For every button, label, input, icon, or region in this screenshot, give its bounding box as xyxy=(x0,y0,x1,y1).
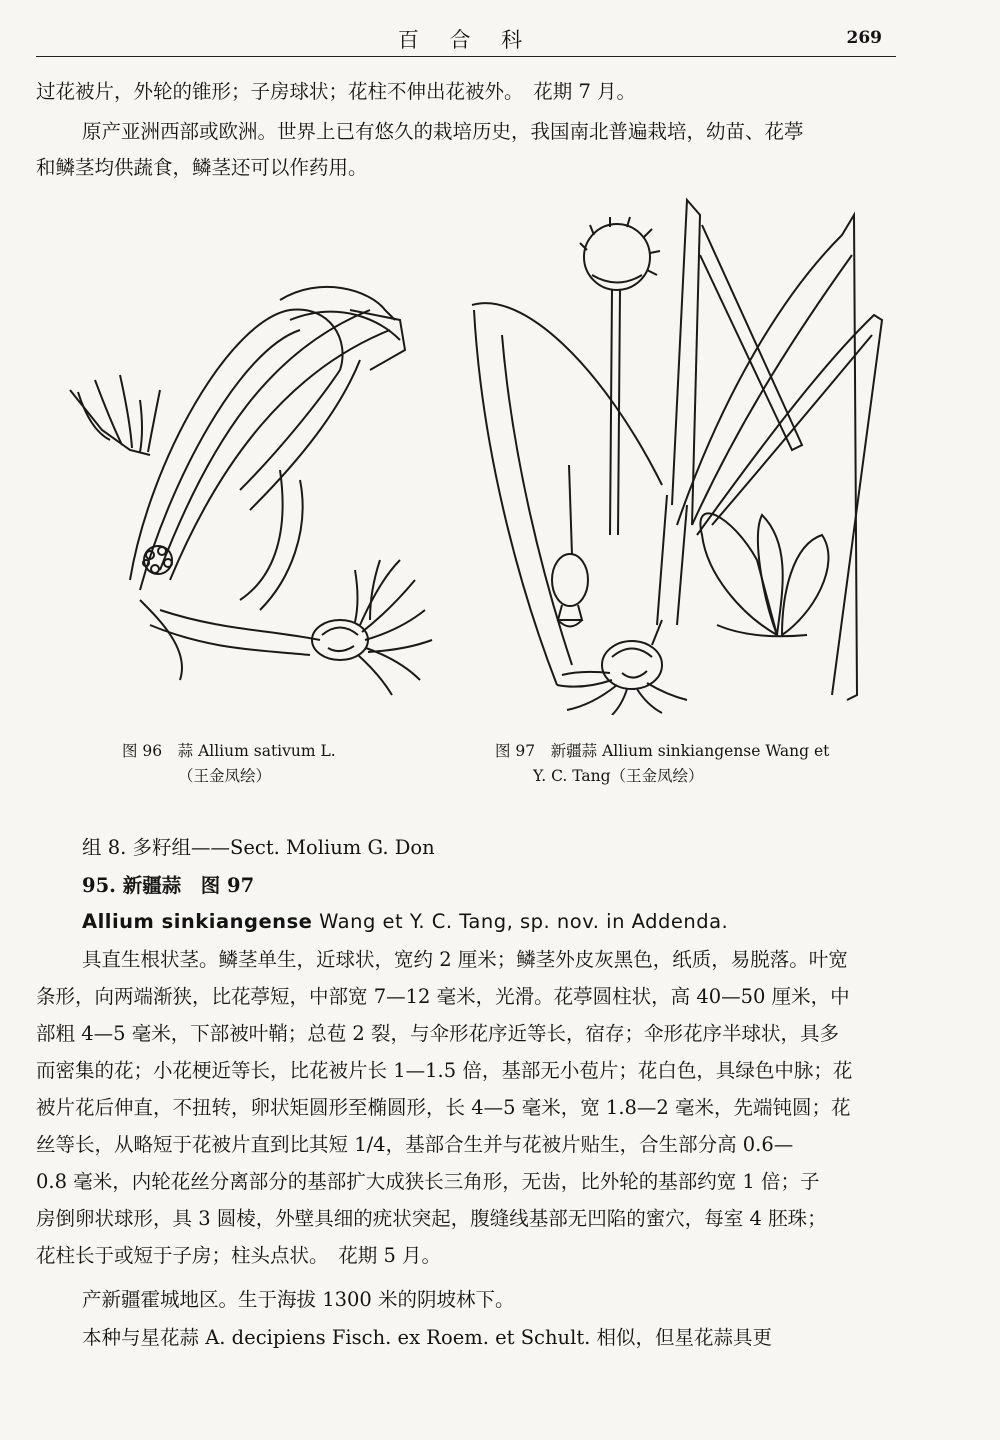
paragraph-origin-line2: 和鳞茎均供蔬食，鳞茎还可以作药用。 xyxy=(36,156,368,179)
comparison-paragraph: 本种与星花蒜 A. decipiens Fisch. ex Roem. et Schult. 相似，但星花蒜具更 xyxy=(82,1326,773,1349)
description-line: 条形，向两端渐狭，比花葶短，中部宽 7—12 毫米，光滑。花葶圆柱状，高 40—50 厘米，中 xyxy=(36,985,850,1008)
figure-96-illustration xyxy=(40,280,440,700)
figure-97-caption: 图 97 新疆蒜 Allium sinkiangense Wang et xyxy=(495,742,830,760)
description-line: 房倒卵状球形，具 3 圆棱，外壁具细的疣状突起，腹缝线基部无凹陷的蜜穴，每室 4 胚珠； xyxy=(36,1207,827,1230)
distribution-paragraph: 产新疆霍城地区。生于海拔 1300 米的阴坡林下。 xyxy=(82,1288,515,1311)
paragraph-continued: 过花被片，外轮的锥形；子房球状；花柱不伸出花被外。 花期 7 月。 xyxy=(36,80,637,103)
description-line: 0.8 毫米，内轮花丝分离部分的基部扩大成狭长三角形，无齿，比外轮的基部约宽 1 倍；子 xyxy=(36,1170,820,1193)
figure-97-credit: Y. C. Tang（王金凤绘） xyxy=(533,767,704,785)
running-header xyxy=(36,22,896,57)
species-latin-authority: Wang et Y. C. Tang, sp. nov. in Addenda. xyxy=(312,910,729,933)
figure-96-caption: 图 96 蒜 Allium sativum L. xyxy=(122,742,336,760)
figure-97-illustration xyxy=(462,195,892,715)
description-line: 丝等长，从略短于花被片直到比其短 1/4，基部合生并与花被片贴生，合生部分高 0.6— xyxy=(36,1133,794,1156)
species-heading: 95. 新疆蒜 图 97 xyxy=(82,874,255,897)
section-group-heading: 组 8. 多籽组——Sect. Molium G. Don xyxy=(82,836,435,859)
description-line: 花柱长于或短于子房；柱头点状。 花期 5 月。 xyxy=(36,1244,442,1267)
species-latin-name xyxy=(82,908,898,936)
description-line: 被片花后伸直，不扭转，卵状矩圆形至椭圆形，长 4—5 毫米，宽 1.8—2 毫米，先端钝圆；花 xyxy=(36,1096,851,1119)
description-line: 而密集的花；小花梗近等长，比花被片长 1—1.5 倍，基部无小苞片；花白色，具绿色中脉；花 xyxy=(36,1059,853,1082)
header-title: 百 合 科 xyxy=(397,28,535,52)
description-line: 具直生根状茎。鳞茎单生，近球状，宽约 2 厘米；鳞茎外皮灰黑色，纸质，易脱落。叶宽 xyxy=(82,948,848,971)
paragraph-origin-line1: 原产亚洲西部或欧洲。世界上已有悠久的栽培历史，我国南北普遍栽培，幼苗、花葶 xyxy=(82,120,804,143)
description-line: 部粗 4—5 毫米，下部被叶鞘；总苞 2 裂，与伞形花序近等长，宿存；伞形花序半球状，具多 xyxy=(36,1022,840,1045)
page-number: 269 xyxy=(846,28,882,48)
figure-96-credit: （王金凤绘） xyxy=(178,767,272,785)
species-latin-bold: Allium sinkiangense xyxy=(82,910,313,933)
